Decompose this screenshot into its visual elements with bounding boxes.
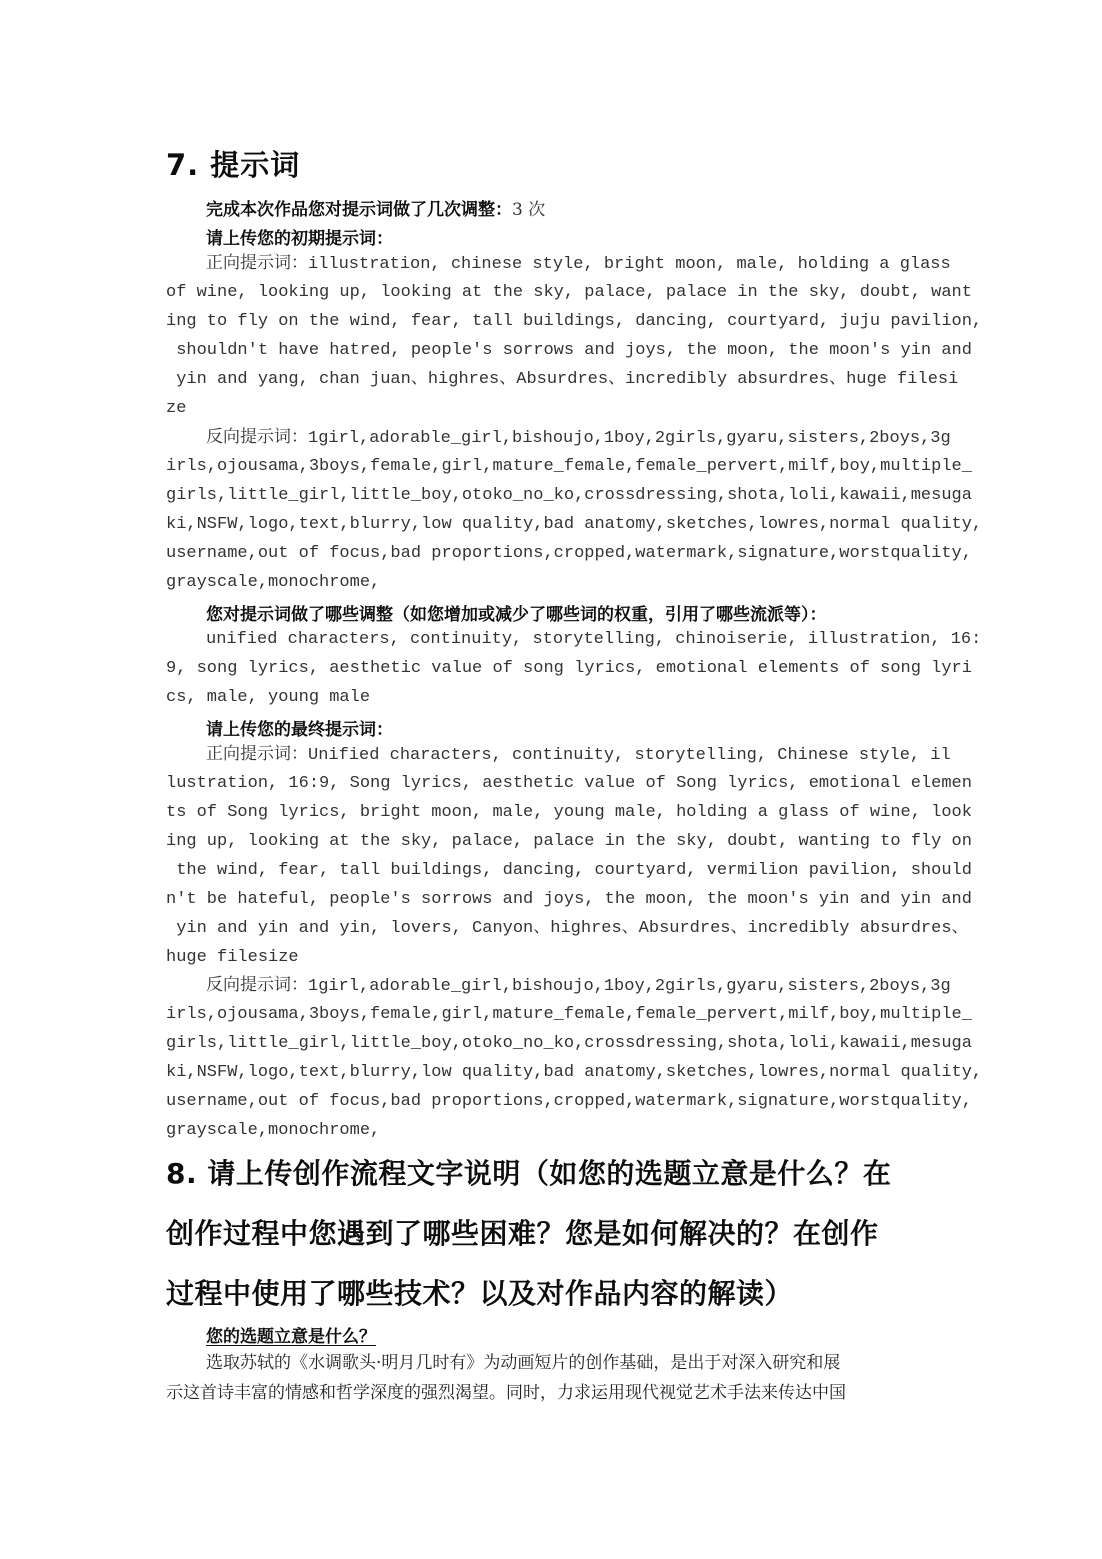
final-prompt-label: 请上传您的最终提示词： bbox=[206, 720, 393, 740]
final-positive-prompt bbox=[166, 740, 972, 972]
prompt-line: ts of Song lyrics, bright moon, male, young male, holding a glass of wine, look bbox=[166, 803, 972, 822]
prompt-line: unified characters, continuity, storytelling, chinoiserie, illustration, 16: bbox=[206, 630, 982, 649]
prompt-line: 反向提示词：1girl,adorable_girl,bishoujo,1boy,2girls,gyaru,sisters,2boys,3g bbox=[206, 975, 951, 996]
initial-prompt-label: 请上传您的初期提示词： bbox=[206, 229, 393, 249]
prompt-line: ze bbox=[166, 399, 187, 418]
prompt-line: 正向提示词：illustration, chinese style, bright moon, male, holding a glass bbox=[206, 253, 951, 274]
prompt-line: ing to fly on the wind, fear, tall buildings, dancing, courtyard, juju pavilion, bbox=[166, 312, 983, 331]
prompt-line: irls,ojousama,3boys,female,girl,mature_female,female_pervert,milf,boy,multiple_ bbox=[166, 457, 972, 476]
prompt-line: username,out of focus,bad proportions,cropped,watermark,signature,worstquality, bbox=[166, 1092, 972, 1111]
initial-positive-prompt bbox=[166, 249, 983, 423]
positive-prompt-label: 正向提示词： bbox=[206, 253, 308, 273]
section-8-heading bbox=[166, 1154, 946, 1334]
prompt-line: grayscale,monochrome, bbox=[166, 573, 381, 592]
prompt-line: lustration, 16:9, Song lyrics, aesthetic value of Song lyrics, emotional elemen bbox=[166, 774, 972, 793]
topic-paragraph bbox=[166, 1348, 946, 1408]
heading-line: 过程中使用了哪些技术？以及对作品内容的解读） bbox=[166, 1277, 794, 1310]
prompt-line: username,out of focus,bad proportions,cropped,watermark,signature,worstquality, bbox=[166, 544, 972, 563]
prompt-line: shouldn't have hatred, people's sorrows and joys, the moon, the moon's yin and bbox=[166, 341, 972, 360]
adjustments-label: 您对提示词做了哪些调整（如您增加或减少了哪些词的权重，引用了哪些流派等）： bbox=[206, 605, 827, 625]
final-negative-prompt bbox=[166, 971, 983, 1145]
topic-label: 您的选题立意是什么？ bbox=[206, 1327, 376, 1347]
adjustments-text bbox=[166, 625, 982, 712]
adjust-count-label: 完成本次作品您对提示词做了几次调整： bbox=[206, 200, 512, 220]
positive-prompt-label: 正向提示词： bbox=[206, 744, 308, 764]
prompt-line: girls,little_girl,little_boy,otoko_no_ko,crossdressing,shota,loli,kawaii,mesuga bbox=[166, 1034, 972, 1053]
prompt-line: cs, male, young male bbox=[166, 688, 371, 707]
paragraph-line: 示这首诗丰富的情感和哲学深度的强烈渴望。同时，力求运用现代视觉艺术手法来传达中国 bbox=[166, 1383, 846, 1403]
paragraph-line: 选取苏轼的《水调歌头·明月几时有》为动画短片的创作基础，是出于对深入研究和展 bbox=[206, 1353, 841, 1373]
prompt-line: ing up, looking at the sky, palace, palace in the sky, doubt, wanting to fly on bbox=[166, 832, 972, 851]
prompt-line: 9, song lyrics, aesthetic value of song lyrics, emotional elements of song lyri bbox=[166, 659, 972, 678]
prompt-line: huge filesize bbox=[166, 948, 299, 967]
prompt-line: of wine, looking up, looking at the sky, palace, palace in the sky, doubt, want bbox=[166, 283, 972, 302]
prompt-line: the wind, fear, tall buildings, dancing, courtyard, vermilion pavilion, should bbox=[166, 861, 972, 880]
prompt-line: 正向提示词：Unified characters, continuity, storytelling, Chinese style, il bbox=[206, 744, 951, 765]
negative-prompt-label: 反向提示词： bbox=[206, 427, 308, 447]
adjust-count-line bbox=[206, 195, 545, 220]
section-7-heading: 7. 提示词 bbox=[166, 148, 301, 182]
negative-prompt-label: 反向提示词： bbox=[206, 975, 308, 995]
prompt-line: yin and yin and yin, lovers, Canyon、highres、Absurdres、incredibly absurdres、 bbox=[166, 919, 969, 938]
prompt-line: ki,NSFW,logo,text,blurry,low quality,bad anatomy,sketches,lowres,normal quality, bbox=[166, 1063, 983, 1082]
heading-line: 8. 请上传创作流程文字说明（如您的选题立意是什么？在 bbox=[166, 1157, 892, 1190]
prompt-line: grayscale,monochrome, bbox=[166, 1121, 381, 1140]
prompt-line: girls,little_girl,little_boy,otoko_no_ko,crossdressing,shota,loli,kawaii,mesuga bbox=[166, 486, 972, 505]
prompt-line: yin and yang, chan juan、highres、Absurdres、incredibly absurdres、huge filesi bbox=[166, 370, 959, 389]
adjust-count-value: 3 次 bbox=[512, 200, 546, 220]
initial-negative-prompt bbox=[166, 423, 983, 597]
prompt-line: n't be hateful, people's sorrows and joys, the moon, the moon's yin and yin and bbox=[166, 890, 972, 909]
heading-line: 创作过程中您遇到了哪些困难？您是如何解决的？在创作 bbox=[166, 1217, 879, 1250]
prompt-line: irls,ojousama,3boys,female,girl,mature_female,female_pervert,milf,boy,multiple_ bbox=[166, 1005, 972, 1024]
prompt-line: ki,NSFW,logo,text,blurry,low quality,bad anatomy,sketches,lowres,normal quality, bbox=[166, 515, 983, 534]
prompt-line: 反向提示词：1girl,adorable_girl,bishoujo,1boy,2girls,gyaru,sisters,2boys,3g bbox=[206, 427, 951, 448]
